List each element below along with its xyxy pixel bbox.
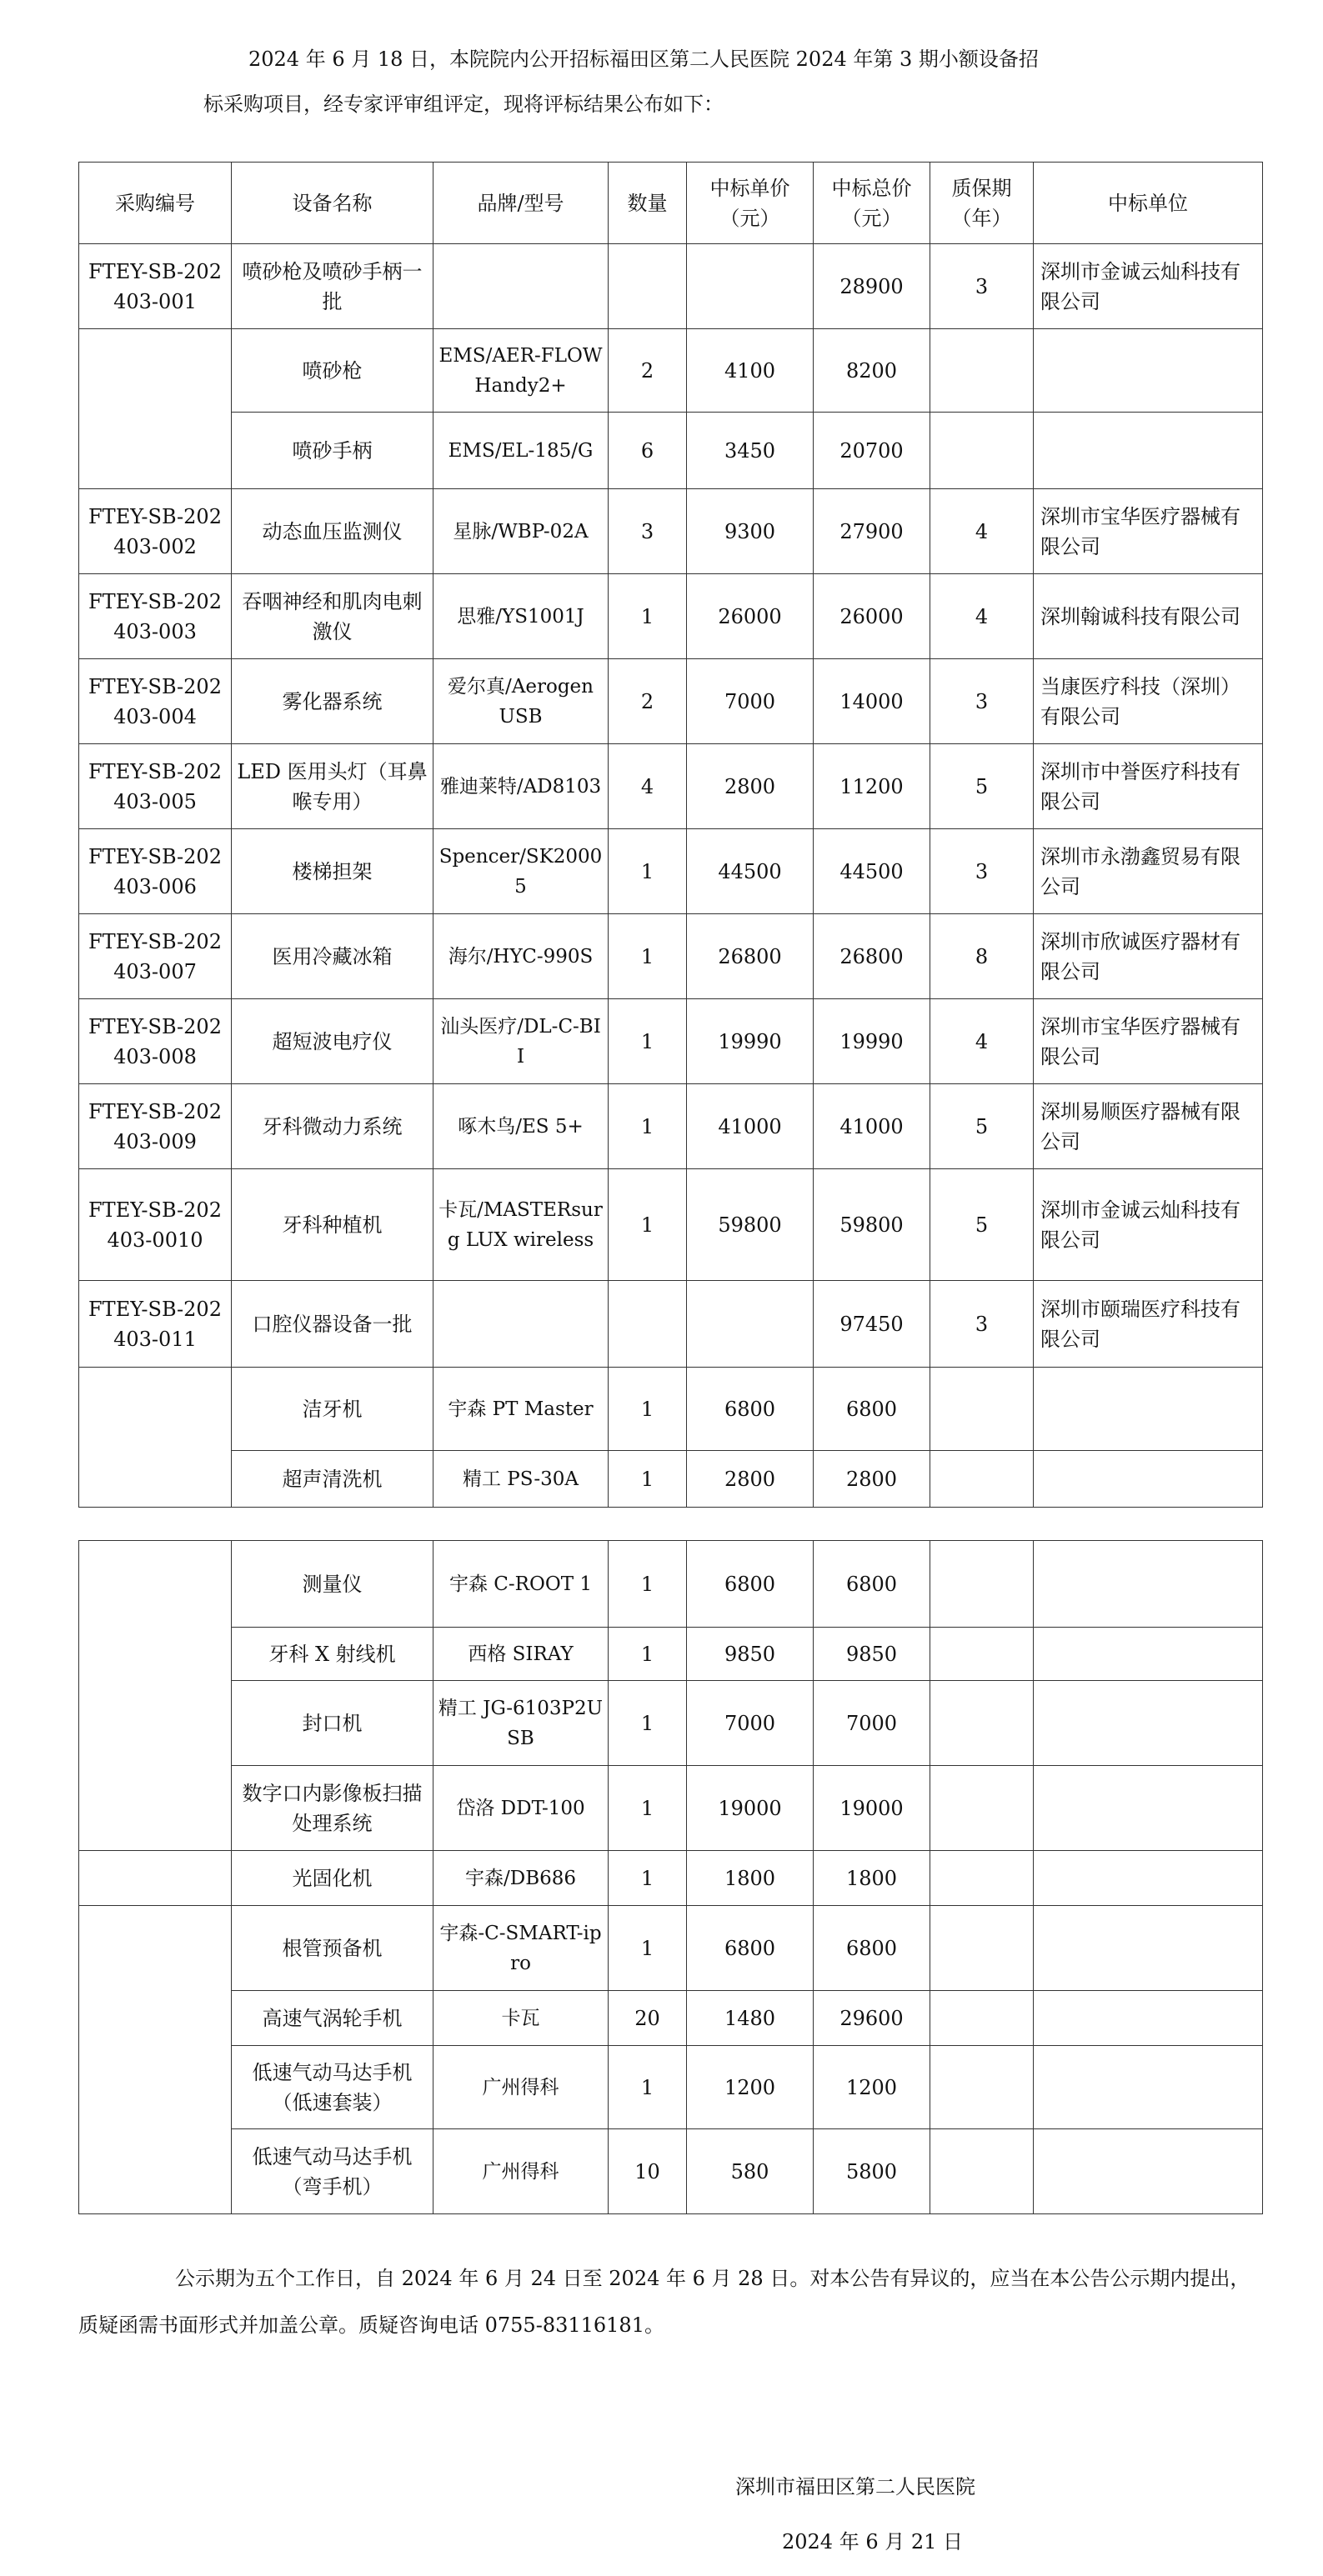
table-row: [79, 413, 1263, 489]
vendor-cell: 深圳易顺医疗器械有限公司: [1034, 1084, 1263, 1169]
qty-cell: 1: [609, 574, 687, 659]
table-row: [79, 1628, 1263, 1681]
code-cell: [79, 1368, 232, 1508]
name-cell: 牙科种植机: [232, 1169, 433, 1281]
warranty-cell: 5: [930, 1084, 1034, 1169]
vendor-cell: [1034, 2129, 1263, 2214]
table-row: [79, 489, 1263, 574]
total-price-cell: 5800: [814, 2129, 930, 2214]
warranty-cell: [930, 1451, 1034, 1508]
header-cell: 质保期（年）: [930, 163, 1034, 244]
vendor-cell: [1034, 1368, 1263, 1451]
vendor-cell: 深圳市宝华医疗器械有限公司: [1034, 999, 1263, 1084]
total-price-cell: 6800: [814, 1906, 930, 1991]
total-price-cell: 1200: [814, 2046, 930, 2129]
vendor-cell: [1034, 1851, 1263, 1906]
unit-price-cell: 59800: [687, 1169, 814, 1281]
total-price-cell: 97450: [814, 1281, 930, 1368]
warranty-cell: [930, 1628, 1034, 1681]
table-row: [79, 1906, 1263, 1991]
table-row: [79, 329, 1263, 413]
bid-results-table: [78, 162, 1263, 1508]
brand-cell: 星脉/WBP-02A: [433, 489, 609, 574]
code-cell: [79, 1541, 232, 1851]
total-price-cell: 28900: [814, 244, 930, 329]
unit-price-cell: 2800: [687, 1451, 814, 1508]
qty-cell: 1: [609, 1681, 687, 1766]
intro-paragraph: [78, 37, 1262, 127]
name-cell: 封口机: [232, 1681, 433, 1766]
brand-cell: 汕头医疗/DL-C-BII: [433, 999, 609, 1084]
warranty-cell: [930, 2046, 1034, 2129]
vendor-cell: 深圳市欣诚医疗器材有限公司: [1034, 914, 1263, 999]
code-cell: FTEY-SB-202403-011: [79, 1281, 232, 1368]
code-cell: FTEY-SB-202403-0010: [79, 1169, 232, 1281]
brand-cell: 爱尔真/Aerogen USB: [433, 659, 609, 744]
total-price-cell: 27900: [814, 489, 930, 574]
vendor-cell: 深圳市宝华医疗器械有限公司: [1034, 489, 1263, 574]
qty-cell: 10: [609, 2129, 687, 2214]
total-price-cell: 44500: [814, 829, 930, 914]
unit-price-cell: 7000: [687, 1681, 814, 1766]
unit-price-cell: 26000: [687, 574, 814, 659]
code-cell: [79, 1851, 232, 1906]
vendor-cell: 深圳市金诚云灿科技有限公司: [1034, 244, 1263, 329]
brand-cell: 宇森 PT Master: [433, 1368, 609, 1451]
vendor-cell: 深圳市中誉医疗科技有限公司: [1034, 744, 1263, 829]
brand-cell: 啄木鸟/ES 5+: [433, 1084, 609, 1169]
unit-price-cell: 580: [687, 2129, 814, 2214]
warranty-cell: 3: [930, 244, 1034, 329]
qty-cell: 1: [609, 999, 687, 1084]
name-cell: 口腔仪器设备一批: [232, 1281, 433, 1368]
name-cell: 喷砂枪: [232, 329, 433, 413]
code-cell: FTEY-SB-202403-009: [79, 1084, 232, 1169]
table-row: [79, 1766, 1263, 1851]
table-row: [79, 2129, 1263, 2214]
table-row: [79, 2046, 1263, 2129]
name-cell: 低速气动马达手机（低速套装）: [232, 2046, 433, 2129]
qty-cell: 1: [609, 1084, 687, 1169]
qty-cell: 1: [609, 1541, 687, 1628]
intro-line-2: 标采购项目，经专家评审组评定，现将评标结果公布如下：: [203, 93, 724, 116]
vendor-cell: [1034, 1451, 1263, 1508]
total-price-cell: 6800: [814, 1368, 930, 1451]
name-cell: 喷砂手柄: [232, 413, 433, 489]
qty-cell: 1: [609, 914, 687, 999]
unit-price-cell: 6800: [687, 1906, 814, 1991]
brand-cell: 广州得科: [433, 2046, 609, 2129]
name-cell: 超声清洗机: [232, 1451, 433, 1508]
table-row: [79, 829, 1263, 914]
name-cell: 超短波电疗仪: [232, 999, 433, 1084]
table-row: [79, 1451, 1263, 1508]
qty-cell: 2: [609, 329, 687, 413]
warranty-cell: [930, 1681, 1034, 1766]
brand-cell: Spencer/SK20005: [433, 829, 609, 914]
unit-price-cell: 44500: [687, 829, 814, 914]
total-price-cell: 11200: [814, 744, 930, 829]
unit-price-cell: 41000: [687, 1084, 814, 1169]
table-row: [79, 914, 1263, 999]
total-price-cell: 19000: [814, 1766, 930, 1851]
name-cell: 动态血压监测仪: [232, 489, 433, 574]
table-row: [79, 1681, 1263, 1766]
total-price-cell: 29600: [814, 1991, 930, 2046]
header-cell: 采购编号: [79, 163, 232, 244]
warranty-cell: [930, 329, 1034, 413]
unit-price-cell: 1800: [687, 1851, 814, 1906]
name-cell: 测量仪: [232, 1541, 433, 1628]
qty-cell: 20: [609, 1991, 687, 2046]
qty-cell: 2: [609, 659, 687, 744]
vendor-cell: [1034, 1991, 1263, 2046]
brand-cell: 卡瓦: [433, 1991, 609, 2046]
qty-cell: 1: [609, 2046, 687, 2129]
total-price-cell: 9850: [814, 1628, 930, 1681]
qty-cell: 6: [609, 413, 687, 489]
warranty-cell: 4: [930, 999, 1034, 1084]
table-row: [79, 1541, 1263, 1628]
brand-cell: 精工 PS-30A: [433, 1451, 609, 1508]
table-row: [79, 244, 1263, 329]
total-price-cell: 26800: [814, 914, 930, 999]
unit-price-cell: 1480: [687, 1991, 814, 2046]
total-price-cell: 26000: [814, 574, 930, 659]
table-row: [79, 999, 1263, 1084]
name-cell: 光固化机: [232, 1851, 433, 1906]
warranty-cell: [930, 1991, 1034, 2046]
unit-price-cell: 1200: [687, 2046, 814, 2129]
header-cell: 品牌/型号: [433, 163, 609, 244]
warranty-cell: 3: [930, 1281, 1034, 1368]
vendor-cell: [1034, 1906, 1263, 1991]
code-cell: FTEY-SB-202403-005: [79, 744, 232, 829]
code-cell: [79, 329, 232, 489]
warranty-cell: 3: [930, 829, 1034, 914]
brand-cell: 岱洛 DDT-100: [433, 1766, 609, 1851]
warranty-cell: 4: [930, 489, 1034, 574]
brand-cell: EMS/AER-FLOW Handy2+: [433, 329, 609, 413]
vendor-cell: [1034, 1541, 1263, 1628]
qty-cell: 1: [609, 829, 687, 914]
table-row: [79, 744, 1263, 829]
qty-cell: 1: [609, 1169, 687, 1281]
total-price-cell: 20700: [814, 413, 930, 489]
name-cell: LED 医用头灯（耳鼻喉专用）: [232, 744, 433, 829]
vendor-cell: [1034, 329, 1263, 413]
issuing-organization: 深圳市福田区第二人民医院: [735, 2475, 975, 2498]
vendor-cell: [1034, 1681, 1263, 1766]
unit-price-cell: 2800: [687, 744, 814, 829]
header-cell: 中标单价（元）: [687, 163, 814, 244]
warranty-cell: [930, 1541, 1034, 1628]
table-row: [79, 1169, 1263, 1281]
qty-cell: [609, 244, 687, 329]
code-cell: FTEY-SB-202403-003: [79, 574, 232, 659]
unit-price-cell: 9300: [687, 489, 814, 574]
table-header-row: [79, 163, 1263, 244]
unit-price-cell: 7000: [687, 659, 814, 744]
name-cell: 牙科 X 射线机: [232, 1628, 433, 1681]
unit-price-cell: 9850: [687, 1628, 814, 1681]
total-price-cell: 7000: [814, 1681, 930, 1766]
vendor-cell: 当康医疗科技（深圳）有限公司: [1034, 659, 1263, 744]
intro-line-1: 2024 年 6 月 18 日，本院院内公开招标福田区第二人民医院 2024 年第 3 期小额设备招: [248, 48, 1039, 71]
name-cell: 吞咽神经和肌肉电刺激仪: [232, 574, 433, 659]
qty-cell: [609, 1281, 687, 1368]
unit-price-cell: 6800: [687, 1541, 814, 1628]
qty-cell: 1: [609, 1368, 687, 1451]
warranty-cell: 8: [930, 914, 1034, 999]
qty-cell: 3: [609, 489, 687, 574]
vendor-cell: 深圳市永渤鑫贸易有限公司: [1034, 829, 1263, 914]
vendor-cell: [1034, 1628, 1263, 1681]
brand-cell: 思雅/YS1001J: [433, 574, 609, 659]
name-cell: 医用冷藏冰箱: [232, 914, 433, 999]
code-cell: FTEY-SB-202403-001: [79, 244, 232, 329]
vendor-cell: 深圳翰诚科技有限公司: [1034, 574, 1263, 659]
brand-cell: 海尔/HYC-990S: [433, 914, 609, 999]
issue-date: 2024 年 6 月 21 日: [782, 2530, 964, 2553]
qty-cell: 1: [609, 1766, 687, 1851]
warranty-cell: 5: [930, 1169, 1034, 1281]
brand-cell: 宇森-C-SMART-ipro: [433, 1906, 609, 1991]
code-cell: [79, 1906, 232, 2214]
warranty-cell: 4: [930, 574, 1034, 659]
code-cell: FTEY-SB-202403-002: [79, 489, 232, 574]
vendor-cell: [1034, 2046, 1263, 2129]
code-cell: FTEY-SB-202403-007: [79, 914, 232, 999]
table-row: [79, 1281, 1263, 1368]
warranty-cell: [930, 1766, 1034, 1851]
name-cell: 洁牙机: [232, 1368, 433, 1451]
unit-price-cell: 6800: [687, 1368, 814, 1451]
header-cell: 设备名称: [232, 163, 433, 244]
name-cell: 数字口内影像板扫描处理系统: [232, 1766, 433, 1851]
qty-cell: 1: [609, 1451, 687, 1508]
notice-text: 公示期为五个工作日，自 2024 年 6 月 24 日至 2024 年 6 月 28 日。对本公告有异议的，应当在本公告公示期内提出，质疑函需书面形式并加盖公章。质疑咨询电话 0755-83116181。: [78, 2267, 1250, 2337]
total-price-cell: 1800: [814, 1851, 930, 1906]
vendor-cell: [1034, 413, 1263, 489]
name-cell: 根管预备机: [232, 1906, 433, 1991]
qty-cell: 1: [609, 1851, 687, 1906]
qty-cell: 4: [609, 744, 687, 829]
vendor-cell: [1034, 1766, 1263, 1851]
vendor-cell: 深圳市金诚云灿科技有限公司: [1034, 1169, 1263, 1281]
warranty-cell: 5: [930, 744, 1034, 829]
warranty-cell: [930, 413, 1034, 489]
brand-cell: 广州得科: [433, 2129, 609, 2214]
brand-cell: 雅迪莱特/AD8103: [433, 744, 609, 829]
unit-price-cell: 26800: [687, 914, 814, 999]
brand-cell: 卡瓦/MASTERsurg LUX wireless: [433, 1169, 609, 1281]
header-cell: 中标总价（元）: [814, 163, 930, 244]
total-price-cell: 6800: [814, 1541, 930, 1628]
warranty-cell: 3: [930, 659, 1034, 744]
table-row: [79, 1368, 1263, 1451]
brand-cell: 精工 JG-6103P2USB: [433, 1681, 609, 1766]
total-price-cell: 19990: [814, 999, 930, 1084]
unit-price-cell: 19000: [687, 1766, 814, 1851]
vendor-cell: 深圳市颐瑞医疗科技有限公司: [1034, 1281, 1263, 1368]
table-row: [79, 659, 1263, 744]
unit-price-cell: 4100: [687, 329, 814, 413]
code-cell: FTEY-SB-202403-008: [79, 999, 232, 1084]
total-price-cell: 2800: [814, 1451, 930, 1508]
header-cell: 数量: [609, 163, 687, 244]
name-cell: 低速气动马达手机（弯手机）: [232, 2129, 433, 2214]
unit-price-cell: [687, 1281, 814, 1368]
warranty-cell: [930, 1906, 1034, 1991]
unit-price-cell: 3450: [687, 413, 814, 489]
name-cell: 楼梯担架: [232, 829, 433, 914]
brand-cell: 西格 SIRAY: [433, 1628, 609, 1681]
brand-cell: EMS/EL-185/G: [433, 413, 609, 489]
brand-cell: [433, 1281, 609, 1368]
brand-cell: [433, 244, 609, 329]
qty-cell: 1: [609, 1906, 687, 1991]
code-cell: FTEY-SB-202403-006: [79, 829, 232, 914]
warranty-cell: [930, 1368, 1034, 1451]
total-price-cell: 14000: [814, 659, 930, 744]
warranty-cell: [930, 2129, 1034, 2214]
total-price-cell: 41000: [814, 1084, 930, 1169]
unit-price-cell: [687, 244, 814, 329]
warranty-cell: [930, 1851, 1034, 1906]
name-cell: 喷砂枪及喷砂手柄一批: [232, 244, 433, 329]
name-cell: 牙科微动力系统: [232, 1084, 433, 1169]
header-cell: 中标单位: [1034, 163, 1263, 244]
table-row: [79, 1084, 1263, 1169]
code-cell: FTEY-SB-202403-004: [79, 659, 232, 744]
table-row: [79, 1991, 1263, 2046]
name-cell: 高速气涡轮手机: [232, 1991, 433, 2046]
bid-results-table-continued: [78, 1540, 1263, 2214]
unit-price-cell: 19990: [687, 999, 814, 1084]
total-price-cell: 8200: [814, 329, 930, 413]
brand-cell: 宇森/DB686: [433, 1851, 609, 1906]
table-row: [79, 574, 1263, 659]
notice-paragraph: [78, 2255, 1264, 2348]
table-row: [79, 1851, 1263, 1906]
total-price-cell: 59800: [814, 1169, 930, 1281]
brand-cell: 宇森 C-ROOT 1: [433, 1541, 609, 1628]
qty-cell: 1: [609, 1628, 687, 1681]
name-cell: 雾化器系统: [232, 659, 433, 744]
